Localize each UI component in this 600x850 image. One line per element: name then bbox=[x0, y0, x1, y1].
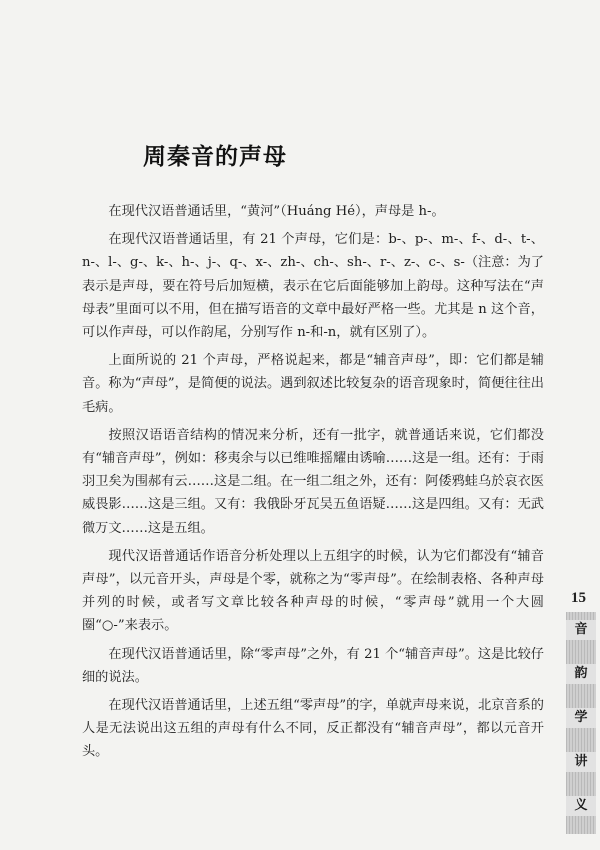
page-margin-tab bbox=[557, 590, 600, 835]
paragraph-6: 在现代汉语普通话里，除“零声母”之外，有 21 个“辅音声母”。这是比较仔细的说法。 bbox=[82, 646, 544, 685]
vertical-book-title bbox=[566, 612, 596, 834]
paragraph-5: 现代汉语普通话作语音分析处理以上五组字的时候，认为它们都没有“辅音声母”，以元音开头，声母是个零，就称之为“零声母”。在绘制表格、各种声母并列的时候，或者写文章比较各种声母的时候，“零声母”就用一个大圆圈“○-”来表示。 bbox=[82, 548, 544, 634]
book-title-char: 义 bbox=[566, 796, 596, 816]
paragraph-7: 在现代汉语普通话里，上述五组“零声母”的字，单就声母来说，北京音系的人是无法说出这五组的声母有什么不同，反正都没有“辅音声母”，都以元音开头。 bbox=[82, 698, 544, 760]
paragraph-2: 在现代汉语普通话里，有 21 个声母，它们是：b-、p-、m-、f-、d-、t-、n-、l-、g-、k-、h-、j-、q-、x-、zh-、ch-、sh-、r-、z-、c-、s-（注意：为了表示是声母，要在符号后加短横，表示在它后面能够加上韵母。这种写法在“声母表”里面可以不用，但在描写语音的文章中最好严格一些。尤其是 n 这个音，可以作声母，可以作韵尾，分别写作 n-和-n，就有区别了）。 bbox=[82, 232, 544, 341]
book-title-char: 讲 bbox=[566, 752, 596, 772]
paragraph-4: 按照汉语语音结构的情况来分析，还有一批字，就普通话来说，它们都没有“辅音声母”，例如：移夷余与以已维唯摇耀由诱喻……这是一组。还有：于雨羽卫矣为围郝有云……这是二组。在一组二组之外，还有：阿倭鸦蛙乌於哀衣医威畏影……这是三组。又有：我俄卧牙瓦吴五鱼语疑……这是四组。又有：无武微万文……这是五组。 bbox=[82, 427, 544, 536]
book-title-char: 学 bbox=[566, 708, 596, 728]
paragraph-1: 在现代汉语普通话里，“黄河”（Huáng Hé），声母是 h-。 bbox=[108, 204, 445, 219]
page-number: 15 bbox=[571, 590, 586, 606]
section-title: 周秦音的声母 bbox=[143, 143, 287, 170]
book-title-char: 音 bbox=[566, 620, 596, 640]
body-text bbox=[82, 200, 544, 769]
book-title-char: 韵 bbox=[566, 664, 596, 684]
paragraph-3: 上面所说的 21 个声母，严格说起来，都是“辅音声母”，即：它们都是辅音。称为“声母”，是简便的说法。遇到叙述比较复杂的语音现象时，简便往往出毛病。 bbox=[82, 353, 544, 415]
